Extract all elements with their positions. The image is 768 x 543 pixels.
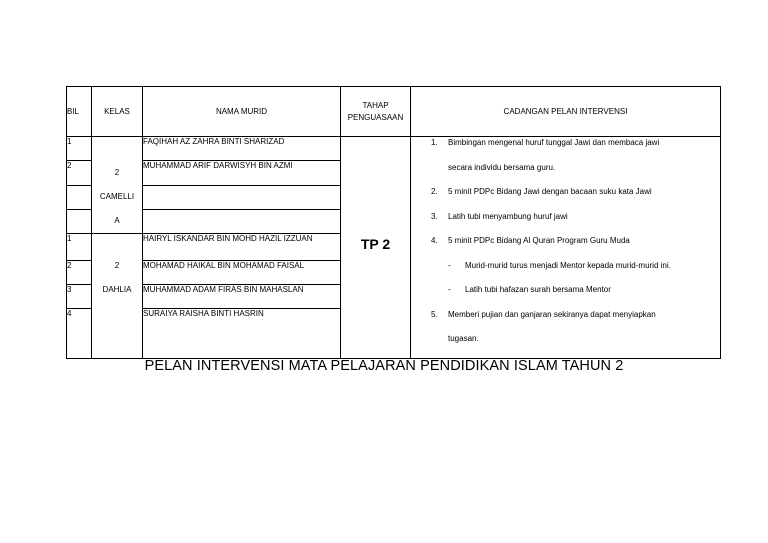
cell-tahap-penguasaan [341,137,411,359]
cell-bil: 1 [67,137,92,161]
cell-nama-murid [143,209,341,233]
cell-bil: 4 [67,308,92,358]
cell-cadangan [411,137,721,359]
cadangan-item [411,211,720,236]
cadangan-dash: - [448,260,451,270]
cadangan-item [411,162,720,187]
kelas-text: DAHLIA [102,285,132,294]
header-kelas: KELAS [92,87,143,137]
header-tahap-line2: PENGUASAAN [347,112,404,122]
kelas-text: CAMELLI [99,192,135,201]
cell-nama-murid: MUHAMMAD ARIF DARWISYH BIN AZMI [143,161,341,185]
cadangan-number: 5. [431,309,438,319]
cell-nama-murid: MOHAMAD HAIKAL BIN MOHAMAD FAISAL [143,260,341,284]
cadangan-item [411,333,720,358]
cell-bil: 1 [67,234,92,261]
header-cadangan: CADANGAN PELAN INTERVENSI [411,87,721,137]
cadangan-text: Bimbingan mengenal huruf tunggal Jawi dan membaca jawi [448,138,660,147]
cadangan-text: secara individu bersama guru. [448,162,556,172]
cadangan-number: 3. [431,211,438,221]
intervention-table [66,86,721,359]
kelas-text: 2 [114,168,120,177]
cadangan-text: Memberi pujian dan ganjaran sekiranya dapat menyiapkan [448,309,656,319]
cell-bil: 2 [67,161,92,185]
header-row [67,87,721,137]
cadangan-number: 1. [431,138,438,147]
cell-bil: 3 [67,284,92,308]
cadangan-text: Latih tubi hafazan surah bersama Mentor [465,285,611,294]
cadangan-subitem [411,260,720,285]
cell-kelas-camellia [92,137,143,234]
cadangan-text: tugasan. [448,334,479,343]
tahap-value: TP 2 [360,236,391,253]
header-tahap-line1: TAHAP [362,100,389,110]
cadangan-text: 5 minit PDPc Bidang Jawi dengan bacaan suku kata Jawi [448,187,652,196]
header-bil: BIL [67,87,92,137]
cadangan-dash: - [448,285,451,294]
cell-nama-murid: FAQIHAH AZ ZAHRA BINTI SHARIZAD [143,137,341,161]
table-row [67,137,721,161]
cell-bil: 2 [67,260,92,284]
cadangan-text: Murid-murid turus menjadi Mentor kepada murid-murid ini. [465,260,671,270]
cadangan-item [411,309,720,334]
kelas-text: A [114,216,120,225]
cell-bil [67,209,92,233]
cadangan-number: 2. [431,187,438,196]
cell-kelas-dahlia [92,234,143,359]
cell-nama-murid: SURAIYA RAISHA BINTI HASRIN [143,308,341,358]
cadangan-item [411,137,720,162]
cadangan-text: Latih tubi menyambung huruf jawi [448,211,568,221]
cadangan-text: 5 minit PDPc Bidang Al Quran Program Guru Muda [448,236,630,245]
cadangan-item [411,235,720,260]
kelas-text: 2 [114,261,120,270]
cadangan-item [411,186,720,211]
cadangan-subitem [411,284,720,309]
header-nama-murid: NAMA MURID [143,87,341,137]
cadangan-number: 4. [431,236,438,245]
cell-nama-murid [143,185,341,209]
cell-nama-murid: MUHAMMAD ADAM FIRAS BIN MAHASLAN [143,284,341,308]
cell-bil [67,185,92,209]
cell-nama-murid: HAIRYL ISKANDAR BIN MOHD HAZIL IZZUAN [143,234,341,261]
header-tahap-penguasaan [341,87,411,137]
page-title: PELAN INTERVENSI MATA PELAJARAN PENDIDIKAN ISLAM TAHUN 2 [144,358,624,374]
